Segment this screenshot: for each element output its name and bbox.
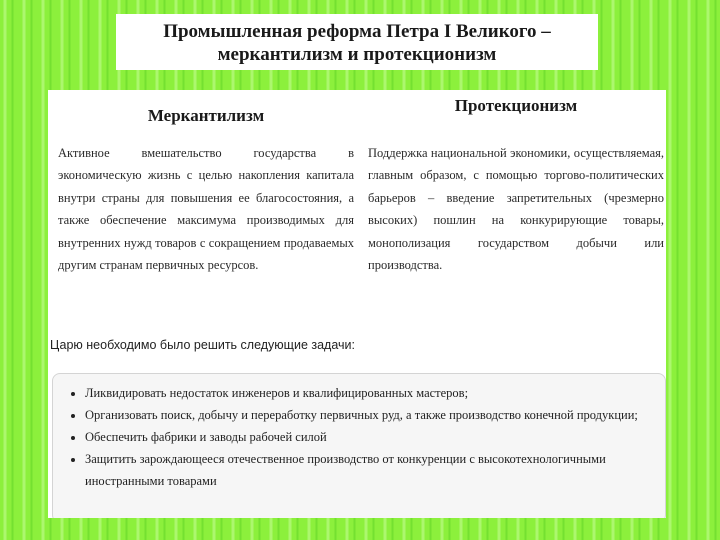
tasks-list [67,382,655,492]
protectionism-heading: Протекционизм [454,96,578,115]
protectionism-definition: Поддержка национальной экономики, осуществляемая, главным образом, с помощью торгово-политических барьеров – введение запретительных (чрезмерно высоких) пошлин на конкурирующие товары, монополизация государством добычи или производства. [368,146,664,273]
mercantilism-column [58,90,354,276]
tasks-box [52,373,666,518]
task-item: • Обеспечить фабрики и заводы рабочей силой [85,426,655,448]
document-panel [48,90,666,518]
task-item: • Организовать поиск, добычу и переработку первичных руд, а также производство конечной продукции; [85,404,655,426]
protectionism-column [368,90,664,276]
task-item: • Защитить зарождающееся отечественное производство от конкуренции с высокотехнологичными иностранными товарами [85,448,655,492]
slide-title-line-1: Промышленная реформа Петра I Великого – [163,21,551,42]
slide-title-line-2: меркантилизм и протекционизм [217,44,497,65]
mercantilism-heading: Меркантилизм [147,106,265,125]
tasks-intro: Царю необходимо было решить следующие задачи: [50,338,355,352]
task-item: • Ликвидировать недостаток инженеров и квалифицированных мастеров; [85,382,655,404]
mercantilism-definition: Активное вмешательство государства в экономическую жизнь с целью накопления капитала внутри страны для повышения ее благосостояния, а также обеспечение максимума производимых для внутренних нужд товаров с сокращением продаваемых другим странам первичных ресурсов. [58,146,354,273]
slide-title [116,14,598,70]
